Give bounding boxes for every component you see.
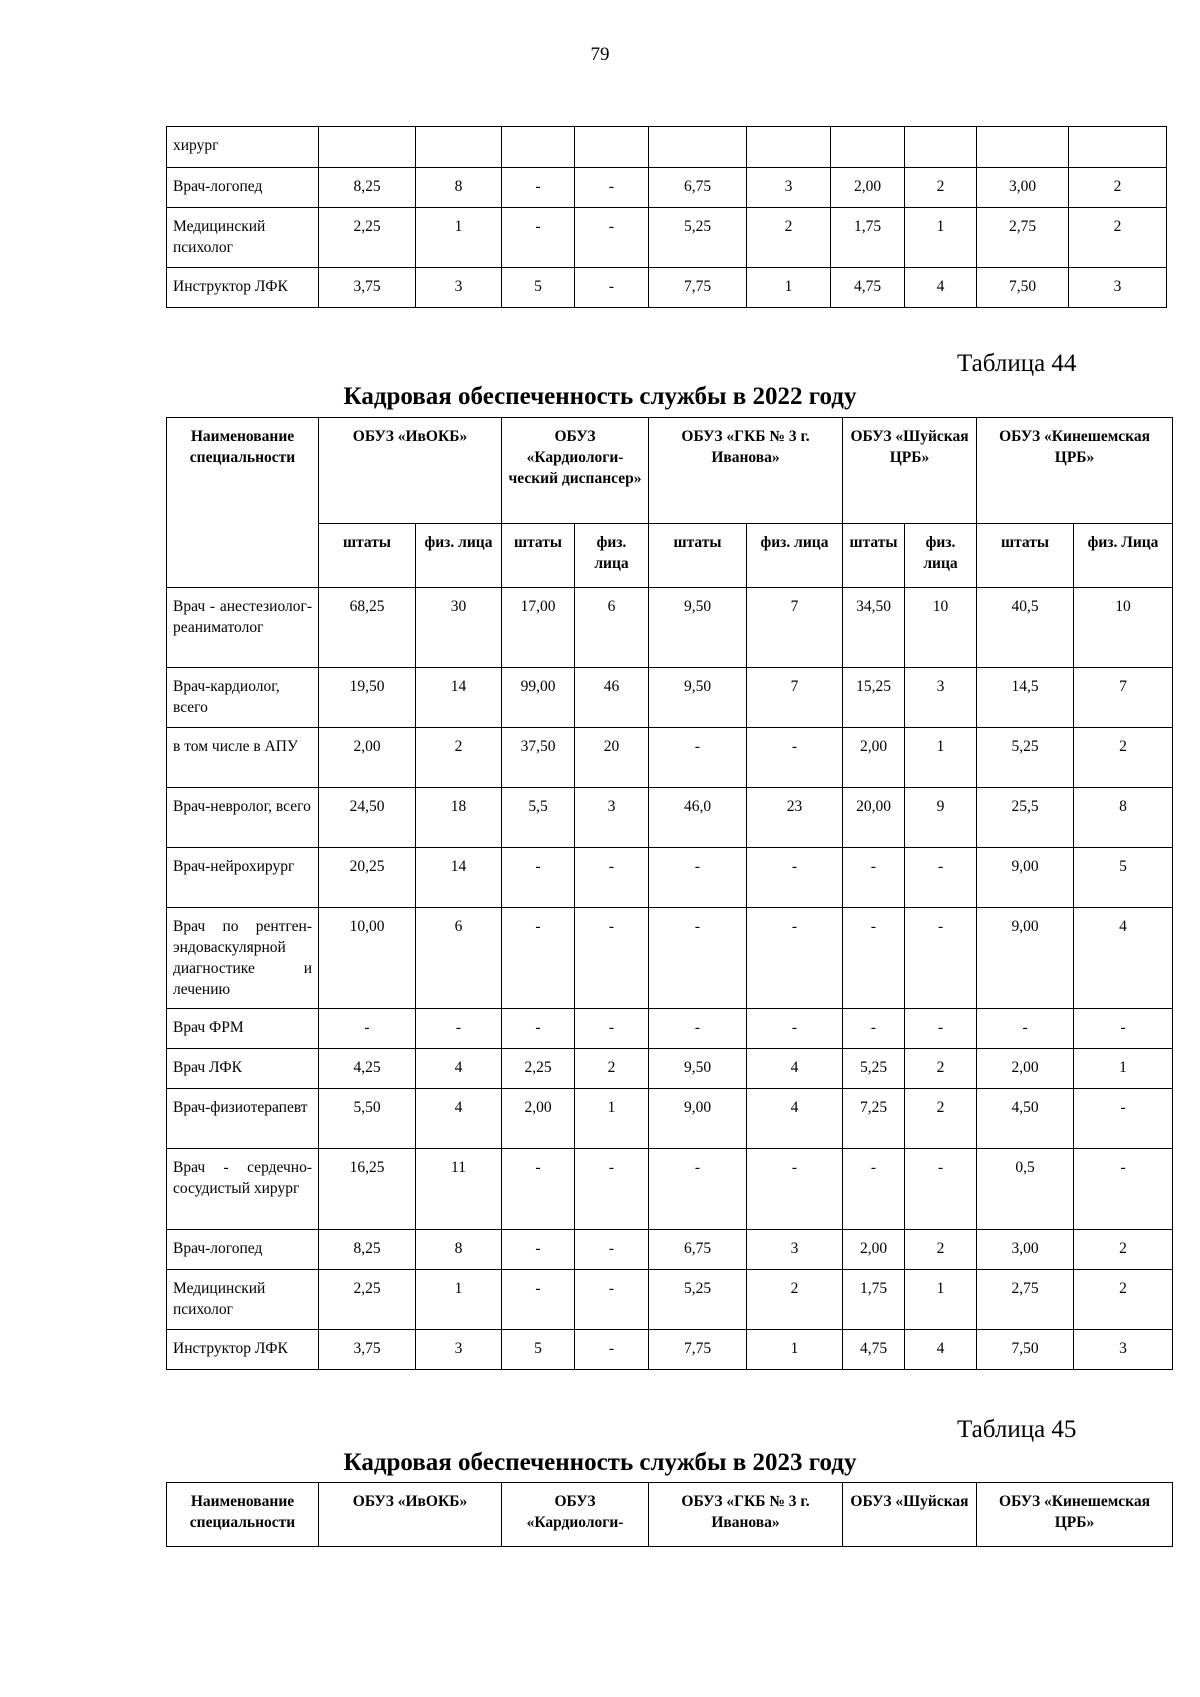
value-cell: - xyxy=(1074,1009,1173,1049)
value-cell: 14,5 xyxy=(977,668,1074,728)
value-cell: 3,00 xyxy=(977,1230,1074,1270)
value-cell: 2 xyxy=(1069,168,1167,208)
subheader-cell: физ. лица xyxy=(905,524,977,588)
value-cell: - xyxy=(905,848,977,908)
value-cell: - xyxy=(747,1149,843,1230)
value-cell: - xyxy=(843,908,905,1009)
table-row xyxy=(167,1089,1173,1149)
value-cell: 3 xyxy=(747,1230,843,1270)
value-cell: - xyxy=(575,168,649,208)
org-header: ОБУЗ «Шуйская xyxy=(843,1483,977,1547)
value-cell: - xyxy=(649,908,747,1009)
specialty-cell: Врач ЛФК xyxy=(167,1049,319,1089)
value-cell: 30 xyxy=(416,588,502,668)
value-cell: - xyxy=(502,208,575,268)
table-row xyxy=(167,1049,1173,1089)
value-cell: 1 xyxy=(1074,1049,1173,1089)
value-cell: - xyxy=(649,728,747,788)
value-cell: - xyxy=(747,1009,843,1049)
value-cell: - xyxy=(843,1009,905,1049)
value-cell: 25,5 xyxy=(977,788,1074,848)
subheader-cell: штаты xyxy=(319,524,416,588)
value-cell: 9,50 xyxy=(649,1049,747,1089)
value-cell: 1 xyxy=(905,208,977,268)
table-row xyxy=(167,848,1173,908)
value-cell: 4,75 xyxy=(843,1330,905,1370)
value-cell: 2 xyxy=(905,1049,977,1089)
value-cell: - xyxy=(502,848,575,908)
value-cell: 5,25 xyxy=(649,1270,747,1330)
value-cell: 1 xyxy=(905,728,977,788)
value-cell: 9,00 xyxy=(977,848,1074,908)
value-cell: 14 xyxy=(416,848,502,908)
value-cell: 4 xyxy=(747,1049,843,1089)
subheader-cell: штаты xyxy=(649,524,747,588)
value-cell xyxy=(1069,127,1167,168)
value-cell: 14 xyxy=(416,668,502,728)
subheader-cell: штаты xyxy=(843,524,905,588)
value-cell: 5 xyxy=(502,1330,575,1370)
value-cell: 15,25 xyxy=(843,668,905,728)
value-cell: 6 xyxy=(575,588,649,668)
staffing-table-2023 xyxy=(166,1482,1173,1547)
org-header: ОБУЗ «Кинешемская ЦРБ» xyxy=(977,1483,1173,1547)
specialty-cell: хирург xyxy=(167,127,319,168)
table-row xyxy=(167,788,1173,848)
value-cell: 8 xyxy=(416,1230,502,1270)
table-row xyxy=(167,908,1173,1009)
value-cell: - xyxy=(575,1270,649,1330)
value-cell: - xyxy=(575,268,649,308)
value-cell: 2 xyxy=(905,1230,977,1270)
org-header: ОБУЗ «Кинешемская ЦРБ» xyxy=(977,418,1173,524)
value-cell: - xyxy=(649,1149,747,1230)
value-cell: - xyxy=(502,908,575,1009)
specialty-cell: Инструктор ЛФК xyxy=(167,268,319,308)
value-cell: - xyxy=(843,848,905,908)
table-44-label: Таблица 44 xyxy=(957,350,1077,377)
value-cell: - xyxy=(575,208,649,268)
specialty-cell: Врач-физиотерапевт xyxy=(167,1089,319,1149)
specialty-cell: Медицинский психолог xyxy=(167,208,319,268)
value-cell: 4 xyxy=(416,1089,502,1149)
table-row xyxy=(167,728,1173,788)
value-cell: 6,75 xyxy=(649,1230,747,1270)
value-cell: 5 xyxy=(1074,848,1173,908)
value-cell: 10 xyxy=(905,588,977,668)
value-cell: 8 xyxy=(416,168,502,208)
value-cell: 1 xyxy=(416,1270,502,1330)
value-cell: 10 xyxy=(1074,588,1173,668)
org-header: ОБУЗ «ИвОКБ» xyxy=(319,418,502,524)
table-row xyxy=(167,1330,1173,1370)
value-cell: 3,75 xyxy=(319,268,416,308)
value-cell: 6 xyxy=(416,908,502,1009)
value-cell: 2,00 xyxy=(977,1049,1074,1089)
specialty-cell: Врач по рентген-эндоваскулярной диагностике и лечению xyxy=(167,908,319,1009)
specialty-cell: Врач ФРМ xyxy=(167,1009,319,1049)
value-cell: 1 xyxy=(747,1330,843,1370)
value-cell: 1 xyxy=(416,208,502,268)
value-cell: - xyxy=(502,1009,575,1049)
value-cell: 2 xyxy=(1074,1230,1173,1270)
value-cell: 10,00 xyxy=(319,908,416,1009)
value-cell: - xyxy=(575,908,649,1009)
subheader-cell: штаты xyxy=(977,524,1074,588)
continuation-table xyxy=(166,126,1167,308)
value-cell: 1,75 xyxy=(831,208,905,268)
value-cell: 8 xyxy=(1074,788,1173,848)
value-cell: 2 xyxy=(905,1089,977,1149)
value-cell: - xyxy=(649,1009,747,1049)
value-cell: - xyxy=(575,1230,649,1270)
value-cell: 2 xyxy=(1069,208,1167,268)
table-row xyxy=(167,1230,1173,1270)
table-row xyxy=(167,668,1173,728)
value-cell: - xyxy=(747,848,843,908)
specialty-cell: Инструктор ЛФК xyxy=(167,1330,319,1370)
value-cell: 3,00 xyxy=(977,168,1069,208)
value-cell: 0,5 xyxy=(977,1149,1074,1230)
value-cell xyxy=(575,127,649,168)
value-cell: 7 xyxy=(747,588,843,668)
specialty-cell: Врач-нейрохирург xyxy=(167,848,319,908)
value-cell: 37,50 xyxy=(502,728,575,788)
subheader-cell: физ. лица xyxy=(747,524,843,588)
specialty-header: Наименование специальности xyxy=(167,1483,319,1547)
value-cell: 2,00 xyxy=(843,728,905,788)
value-cell: 4 xyxy=(1074,908,1173,1009)
value-cell xyxy=(747,127,831,168)
specialty-cell: Врач-логопед xyxy=(167,168,319,208)
value-cell: 2 xyxy=(905,168,977,208)
value-cell: 2,00 xyxy=(831,168,905,208)
value-cell: - xyxy=(649,848,747,908)
org-header: ОБУЗ «ГКБ № 3 г. Иванова» xyxy=(649,418,843,524)
value-cell: - xyxy=(1074,1089,1173,1149)
value-cell: - xyxy=(977,1009,1074,1049)
value-cell: 1 xyxy=(575,1089,649,1149)
value-cell: 2 xyxy=(1074,1270,1173,1330)
value-cell: 19,50 xyxy=(319,668,416,728)
value-cell: - xyxy=(502,1270,575,1330)
value-cell: 2,25 xyxy=(502,1049,575,1089)
org-header: ОБУЗ «Кардиологи-ческий диспансер» xyxy=(502,418,649,524)
subheader-cell: физ. лица xyxy=(416,524,502,588)
value-cell: 4 xyxy=(416,1049,502,1089)
table-row xyxy=(167,1009,1173,1049)
value-cell: - xyxy=(319,1009,416,1049)
subheader-cell: физ. Лица xyxy=(1074,524,1173,588)
value-cell: - xyxy=(905,908,977,1009)
table-row xyxy=(167,268,1167,308)
value-cell: 5,25 xyxy=(977,728,1074,788)
value-cell: 40,5 xyxy=(977,588,1074,668)
value-cell: 68,25 xyxy=(319,588,416,668)
table-45-title: Кадровая обеспеченность службы в 2023 году xyxy=(343,1449,857,1476)
value-cell: - xyxy=(502,1149,575,1230)
value-cell: 3,75 xyxy=(319,1330,416,1370)
value-cell: 3 xyxy=(747,168,831,208)
value-cell: 2 xyxy=(747,1270,843,1330)
table-row xyxy=(167,168,1167,208)
value-cell: 9,50 xyxy=(649,668,747,728)
table-row xyxy=(167,1270,1173,1330)
specialty-cell: Врач-невролог, всего xyxy=(167,788,319,848)
org-header: ОБУЗ «Кардиологи- xyxy=(502,1483,649,1547)
value-cell: - xyxy=(575,1149,649,1230)
value-cell xyxy=(977,127,1069,168)
specialty-cell: Врач - сердечно-сосудистый хирург xyxy=(167,1149,319,1230)
value-cell: 46 xyxy=(575,668,649,728)
value-cell: 18 xyxy=(416,788,502,848)
value-cell: 23 xyxy=(747,788,843,848)
value-cell: 11 xyxy=(416,1149,502,1230)
value-cell: 5,5 xyxy=(502,788,575,848)
value-cell: 9,00 xyxy=(977,908,1074,1009)
value-cell: 17,00 xyxy=(502,588,575,668)
value-cell: 1 xyxy=(905,1270,977,1330)
value-cell: - xyxy=(575,1330,649,1370)
table-45-label: Таблица 45 xyxy=(957,1416,1077,1443)
subheader-cell: штаты xyxy=(502,524,575,588)
value-cell: 5,25 xyxy=(843,1049,905,1089)
value-cell: 24,50 xyxy=(319,788,416,848)
specialty-cell: Медицинский психолог xyxy=(167,1270,319,1330)
value-cell: 7,75 xyxy=(649,268,747,308)
value-cell: - xyxy=(747,728,843,788)
value-cell: 20 xyxy=(575,728,649,788)
value-cell: 9,00 xyxy=(649,1089,747,1149)
specialty-header: Наименование специальности xyxy=(167,418,319,588)
value-cell xyxy=(502,127,575,168)
value-cell: 3 xyxy=(1074,1330,1173,1370)
value-cell: 9,50 xyxy=(649,588,747,668)
value-cell: 5 xyxy=(502,268,575,308)
value-cell: - xyxy=(416,1009,502,1049)
value-cell xyxy=(649,127,747,168)
org-header: ОБУЗ «ГКБ № 3 г. Иванова» xyxy=(649,1483,843,1547)
org-header: ОБУЗ «ИвОКБ» xyxy=(319,1483,502,1547)
value-cell: 4,75 xyxy=(831,268,905,308)
value-cell: 9 xyxy=(905,788,977,848)
value-cell: 46,0 xyxy=(649,788,747,848)
value-cell: 7,50 xyxy=(977,268,1069,308)
table-row xyxy=(167,127,1167,168)
value-cell: 1 xyxy=(747,268,831,308)
table-row xyxy=(167,588,1173,668)
value-cell: 99,00 xyxy=(502,668,575,728)
value-cell: 3 xyxy=(416,1330,502,1370)
value-cell: 4 xyxy=(747,1089,843,1149)
subheader-cell: физ. лица xyxy=(575,524,649,588)
table-row xyxy=(167,208,1167,268)
table-row xyxy=(167,1149,1173,1230)
value-cell: 3 xyxy=(905,668,977,728)
value-cell: - xyxy=(905,1009,977,1049)
specialty-cell: Врач-кардиолог, всего xyxy=(167,668,319,728)
value-cell xyxy=(831,127,905,168)
value-cell: 2 xyxy=(416,728,502,788)
value-cell: - xyxy=(843,1149,905,1230)
value-cell: 20,25 xyxy=(319,848,416,908)
value-cell: 2,75 xyxy=(977,1270,1074,1330)
value-cell: 7 xyxy=(747,668,843,728)
value-cell: - xyxy=(1074,1149,1173,1230)
value-cell xyxy=(416,127,502,168)
value-cell: 3 xyxy=(1069,268,1167,308)
table-44-title: Кадровая обеспеченность службы в 2022 году xyxy=(343,383,857,410)
value-cell xyxy=(905,127,977,168)
value-cell: 7 xyxy=(1074,668,1173,728)
value-cell: 2,00 xyxy=(319,728,416,788)
value-cell: 8,25 xyxy=(319,168,416,208)
value-cell: 4,50 xyxy=(977,1089,1074,1149)
value-cell: 2,25 xyxy=(319,208,416,268)
value-cell: 4 xyxy=(905,268,977,308)
value-cell: 5,50 xyxy=(319,1089,416,1149)
value-cell: 2,00 xyxy=(843,1230,905,1270)
value-cell: 8,25 xyxy=(319,1230,416,1270)
value-cell: 4,25 xyxy=(319,1049,416,1089)
page-number: 79 xyxy=(590,44,610,65)
value-cell: 2 xyxy=(1074,728,1173,788)
value-cell: 2,75 xyxy=(977,208,1069,268)
value-cell: 5,25 xyxy=(649,208,747,268)
value-cell: 2,25 xyxy=(319,1270,416,1330)
value-cell: 1,75 xyxy=(843,1270,905,1330)
specialty-cell: в том числе в АПУ xyxy=(167,728,319,788)
value-cell: - xyxy=(502,168,575,208)
value-cell: 7,25 xyxy=(843,1089,905,1149)
value-cell: 3 xyxy=(416,268,502,308)
value-cell: - xyxy=(575,1009,649,1049)
value-cell: 6,75 xyxy=(649,168,747,208)
value-cell: 4 xyxy=(905,1330,977,1370)
value-cell: 16,25 xyxy=(319,1149,416,1230)
value-cell: - xyxy=(747,908,843,1009)
staffing-table-2022 xyxy=(166,417,1173,1370)
value-cell: 20,00 xyxy=(843,788,905,848)
value-cell: 2,00 xyxy=(502,1089,575,1149)
value-cell: 7,75 xyxy=(649,1330,747,1370)
value-cell: - xyxy=(905,1149,977,1230)
value-cell: 2 xyxy=(575,1049,649,1089)
value-cell: 3 xyxy=(575,788,649,848)
value-cell: 7,50 xyxy=(977,1330,1074,1370)
value-cell: - xyxy=(502,1230,575,1270)
specialty-cell: Врач-логопед xyxy=(167,1230,319,1270)
value-cell: 34,50 xyxy=(843,588,905,668)
org-header: ОБУЗ «Шуйская ЦРБ» xyxy=(843,418,977,524)
specialty-cell: Врач - анестезиолог-реаниматолог xyxy=(167,588,319,668)
value-cell: - xyxy=(575,848,649,908)
value-cell: 2 xyxy=(747,208,831,268)
value-cell xyxy=(319,127,416,168)
